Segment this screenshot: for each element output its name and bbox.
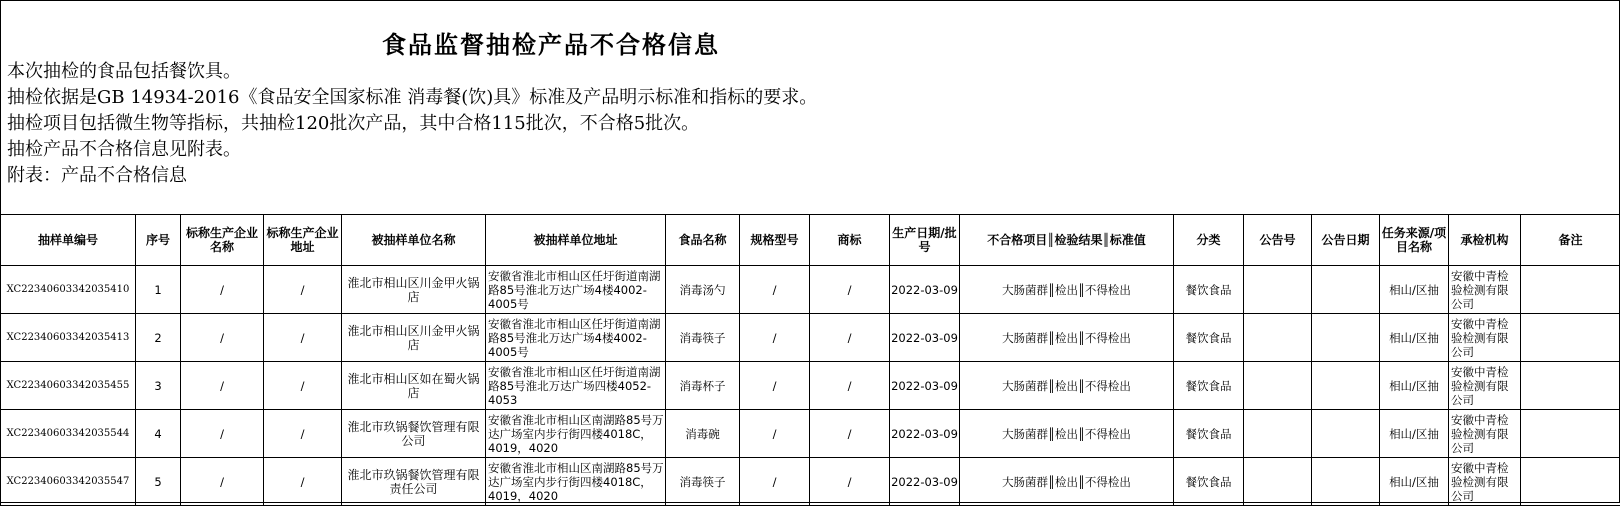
table-row xyxy=(1,458,1620,506)
maker-address-cell: / xyxy=(264,266,342,314)
nonconforming-item-cell: 大肠菌群║检出║不得检出 xyxy=(960,266,1174,314)
sample-code-cell: XC22340603342035547 xyxy=(1,458,136,506)
table-header-row xyxy=(1,215,1620,266)
maker-address-cell: / xyxy=(264,362,342,410)
nonconforming-item-cell: 大肠菌群║检出║不得检出 xyxy=(960,362,1174,410)
header-cell: 生产日期/批号 xyxy=(890,215,960,266)
notice-date-cell xyxy=(1312,362,1380,410)
brand-cell: / xyxy=(810,410,890,458)
sample-code-cell: XC22340603342035410 xyxy=(1,266,136,314)
header-cell: 分类 xyxy=(1174,215,1244,266)
brand-cell: / xyxy=(810,362,890,410)
date-cell: 2022-03-09 xyxy=(890,362,960,410)
notice-no-cell xyxy=(1244,410,1312,458)
sampled-address-cell: 安徽省淮北市相山区任圩街道南湖路85号淮北万达广场4楼4002-4005号 xyxy=(486,314,666,362)
header-cell: 规格型号 xyxy=(740,215,810,266)
lab-cell: 安徽中青检验检测有限公司 xyxy=(1449,362,1521,410)
table-row xyxy=(1,410,1620,458)
maker-cell: / xyxy=(181,266,264,314)
serial-cell: 5 xyxy=(136,458,181,506)
sampled-unit-cell: 淮北市相山区川金甲火锅店 xyxy=(342,266,486,314)
task-source-cell: 相山/区抽 xyxy=(1380,314,1449,362)
nonconforming-item-cell: 大肠菌群║检出║不得检出 xyxy=(960,410,1174,458)
maker-cell: / xyxy=(181,410,264,458)
table-row xyxy=(1,266,1620,314)
header-cell: 备注 xyxy=(1521,215,1620,266)
sampled-unit-cell: 淮北市玖锅餐饮管理有限责任公司 xyxy=(342,458,486,506)
lab-cell: 安徽中青检验检测有限公司 xyxy=(1449,266,1521,314)
remark-cell xyxy=(1521,458,1620,506)
header-cell: 公告号 xyxy=(1244,215,1312,266)
maker-cell: / xyxy=(181,362,264,410)
header-cell: 公告日期 xyxy=(1312,215,1380,266)
sampled-address-cell: 安徽省淮北市相山区南湖路85号万达广场室内步行街四楼4018C，4019，4020 xyxy=(486,458,666,506)
serial-cell: 1 xyxy=(136,266,181,314)
notice-date-cell xyxy=(1312,266,1380,314)
sample-code-cell: XC22340603342035455 xyxy=(1,362,136,410)
notice-no-cell xyxy=(1244,458,1312,506)
notice-no-cell xyxy=(1244,266,1312,314)
table-row xyxy=(1,314,1620,362)
food-name-cell: 消毒碗 xyxy=(666,410,740,458)
maker-cell: / xyxy=(181,458,264,506)
maker-address-cell: / xyxy=(264,410,342,458)
sampled-address-cell: 安徽省淮北市相山区任圩街道南湖路85号淮北万达广场四楼4052-4053 xyxy=(486,362,666,410)
maker-address-cell: / xyxy=(264,458,342,506)
lab-cell: 安徽中青检验检测有限公司 xyxy=(1449,458,1521,506)
category-cell: 餐饮食品 xyxy=(1174,458,1244,506)
intro-line: 附表：产品不合格信息 xyxy=(7,163,817,189)
notice-date-cell xyxy=(1312,458,1380,506)
brand-cell: / xyxy=(810,458,890,506)
food-name-cell: 消毒杯子 xyxy=(666,362,740,410)
table-row xyxy=(1,362,1620,410)
food-name-cell: 消毒筷子 xyxy=(666,458,740,506)
header-cell: 标称生产企业地址 xyxy=(264,215,342,266)
serial-cell: 2 xyxy=(136,314,181,362)
sample-code-cell: XC22340603342035544 xyxy=(1,410,136,458)
header-cell: 被抽样单位地址 xyxy=(486,215,666,266)
sampled-unit-cell: 淮北市相山区川金甲火锅店 xyxy=(342,314,486,362)
header-cell: 承检机构 xyxy=(1449,215,1521,266)
task-source-cell: 相山/区抽 xyxy=(1380,458,1449,506)
date-cell: 2022-03-09 xyxy=(890,314,960,362)
task-source-cell: 相山/区抽 xyxy=(1380,362,1449,410)
header-cell: 任务来源/项目名称 xyxy=(1380,215,1449,266)
spec-cell: / xyxy=(740,458,810,506)
header-cell: 被抽样单位名称 xyxy=(342,215,486,266)
notice-no-cell xyxy=(1244,314,1312,362)
serial-cell: 4 xyxy=(136,410,181,458)
maker-address-cell: / xyxy=(264,314,342,362)
header-cell: 食品名称 xyxy=(666,215,740,266)
remark-cell xyxy=(1521,362,1620,410)
category-cell: 餐饮食品 xyxy=(1174,314,1244,362)
spec-cell: / xyxy=(740,410,810,458)
food-name-cell: 消毒汤勺 xyxy=(666,266,740,314)
lab-cell: 安徽中青检验检测有限公司 xyxy=(1449,314,1521,362)
intro-line: 抽检产品不合格信息见附表。 xyxy=(7,137,817,163)
nonconforming-table xyxy=(0,214,1620,506)
header-cell: 不合格项目║检验结果║标准值 xyxy=(960,215,1174,266)
header-cell: 序号 xyxy=(136,215,181,266)
spec-cell: / xyxy=(740,362,810,410)
task-source-cell: 相山/区抽 xyxy=(1380,410,1449,458)
date-cell: 2022-03-09 xyxy=(890,458,960,506)
remark-cell xyxy=(1521,410,1620,458)
maker-cell: / xyxy=(181,314,264,362)
header-cell: 商标 xyxy=(810,215,890,266)
intro-line: 抽检依据是GB 14934-2016《食品安全国家标准 消毒餐(饮)具》标准及产品明示标准和指标的要求。 xyxy=(7,85,817,111)
date-cell: 2022-03-09 xyxy=(890,410,960,458)
sampled-unit-cell: 淮北市玖锅餐饮管理有限公司 xyxy=(342,410,486,458)
spec-cell: / xyxy=(740,266,810,314)
sampled-unit-cell: 淮北市相山区如在蜀火锅店 xyxy=(342,362,486,410)
intro-text xyxy=(7,59,817,189)
header-cell: 标称生产企业名称 xyxy=(181,215,264,266)
category-cell: 餐饮食品 xyxy=(1174,362,1244,410)
notice-no-cell xyxy=(1244,362,1312,410)
sampled-address-cell: 安徽省淮北市相山区任圩街道南湖路85号淮北万达广场4楼4002-4005号 xyxy=(486,266,666,314)
sampled-address-cell: 安徽省淮北市相山区南湖路85号万达广场室内步行街四楼4018C，4019，4020 xyxy=(486,410,666,458)
task-source-cell: 相山/区抽 xyxy=(1380,266,1449,314)
brand-cell: / xyxy=(810,266,890,314)
category-cell: 餐饮食品 xyxy=(1174,266,1244,314)
category-cell: 餐饮食品 xyxy=(1174,410,1244,458)
lab-cell: 安徽中青检验检测有限公司 xyxy=(1449,410,1521,458)
notice-date-cell xyxy=(1312,314,1380,362)
serial-cell: 3 xyxy=(136,362,181,410)
notice-date-cell xyxy=(1312,410,1380,458)
nonconforming-item-cell: 大肠菌群║检出║不得检出 xyxy=(960,314,1174,362)
date-cell: 2022-03-09 xyxy=(890,266,960,314)
sample-code-cell: XC22340603342035413 xyxy=(1,314,136,362)
food-name-cell: 消毒筷子 xyxy=(666,314,740,362)
header-cell: 抽样单编号 xyxy=(1,215,136,266)
spec-cell: / xyxy=(740,314,810,362)
intro-line: 本次抽检的食品包括餐饮具。 xyxy=(7,59,817,85)
nonconforming-item-cell: 大肠菌群║检出║不得检出 xyxy=(960,458,1174,506)
remark-cell xyxy=(1521,266,1620,314)
brand-cell: / xyxy=(810,314,890,362)
intro-line: 抽检项目包括微生物等指标，共抽检120批次产品，其中合格115批次，不合格5批次。 xyxy=(7,111,817,137)
page-title: 食品监督抽检产品不合格信息 xyxy=(1,25,1101,60)
remark-cell xyxy=(1521,314,1620,362)
